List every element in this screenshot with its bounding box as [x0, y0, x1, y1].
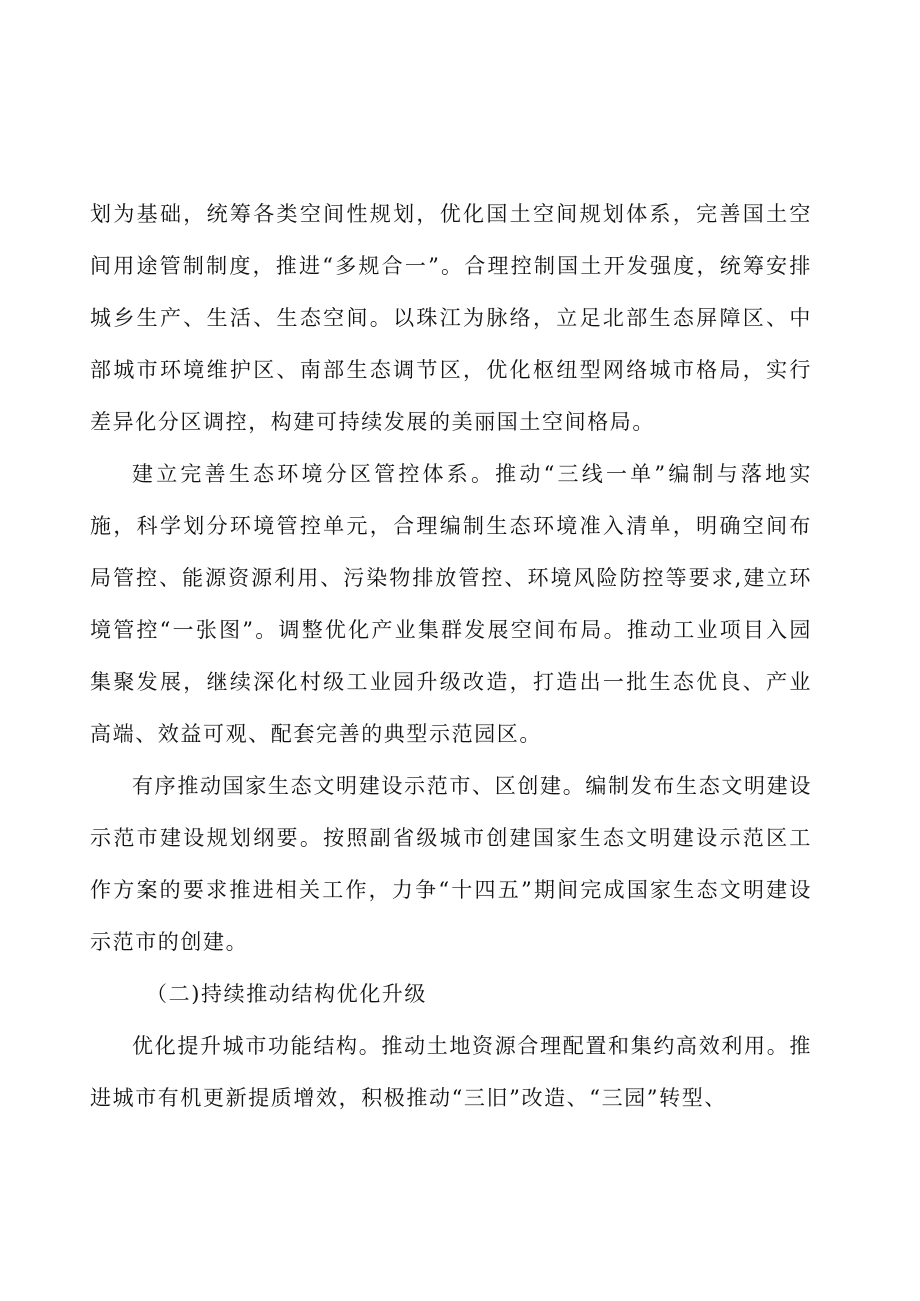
paragraph-urban-function: 优化提升城市功能结构。推动土地资源合理配置和集约高效利用。推进城市有机更新提质增效，积极推动“三旧”改造、“三园”转型、	[90, 1034, 812, 1110]
paragraph-zoning-control: 建立完善生态环境分区管控体系。推动“三线一单”编制与落地实施，科学划分环境管控单元，合理编制生态环境准入清单，明确空间布局管控、能源资源利用、污染物排放管控、环境风险防控等要求,建立环境管控“一张图”。调整优化产业集群发展空间布局。推动工业项目入园集聚发展，继续深化村级工业园升级改造，打造出一批生态优良、产业高端、效益可观、配套完善的典型示范园区。	[90, 462, 812, 746]
paragraph-spatial-planning: 划为基础，统筹各类空间性规划，优化国土空间规划体系，完善国土空间用途管制制度，推进“多规合一”。合理控制国土开发强度，统筹安排城乡生产、生活、生态空间。以珠江为脉络，立足北部生态屏障区、中部城市环境维护区、南部生态调节区，优化枢纽型网络城市格局，实行差异化分区调控，构建可持续发展的美丽国土空间格局。	[90, 202, 812, 434]
document-body	[90, 188, 812, 1124]
section-heading: （二)持续推动结构优化升级	[146, 982, 427, 1006]
paragraph-demonstration-city: 有序推动国家生态文明建设示范市、区创建。编制发布生态文明建设示范市建设规划纲要。按照副省级城市创建国家生态文明建设示范区工作方案的要求推进相关工作，力争“十四五”期间完成国家生态文明建设示范市的创建。	[90, 774, 812, 954]
